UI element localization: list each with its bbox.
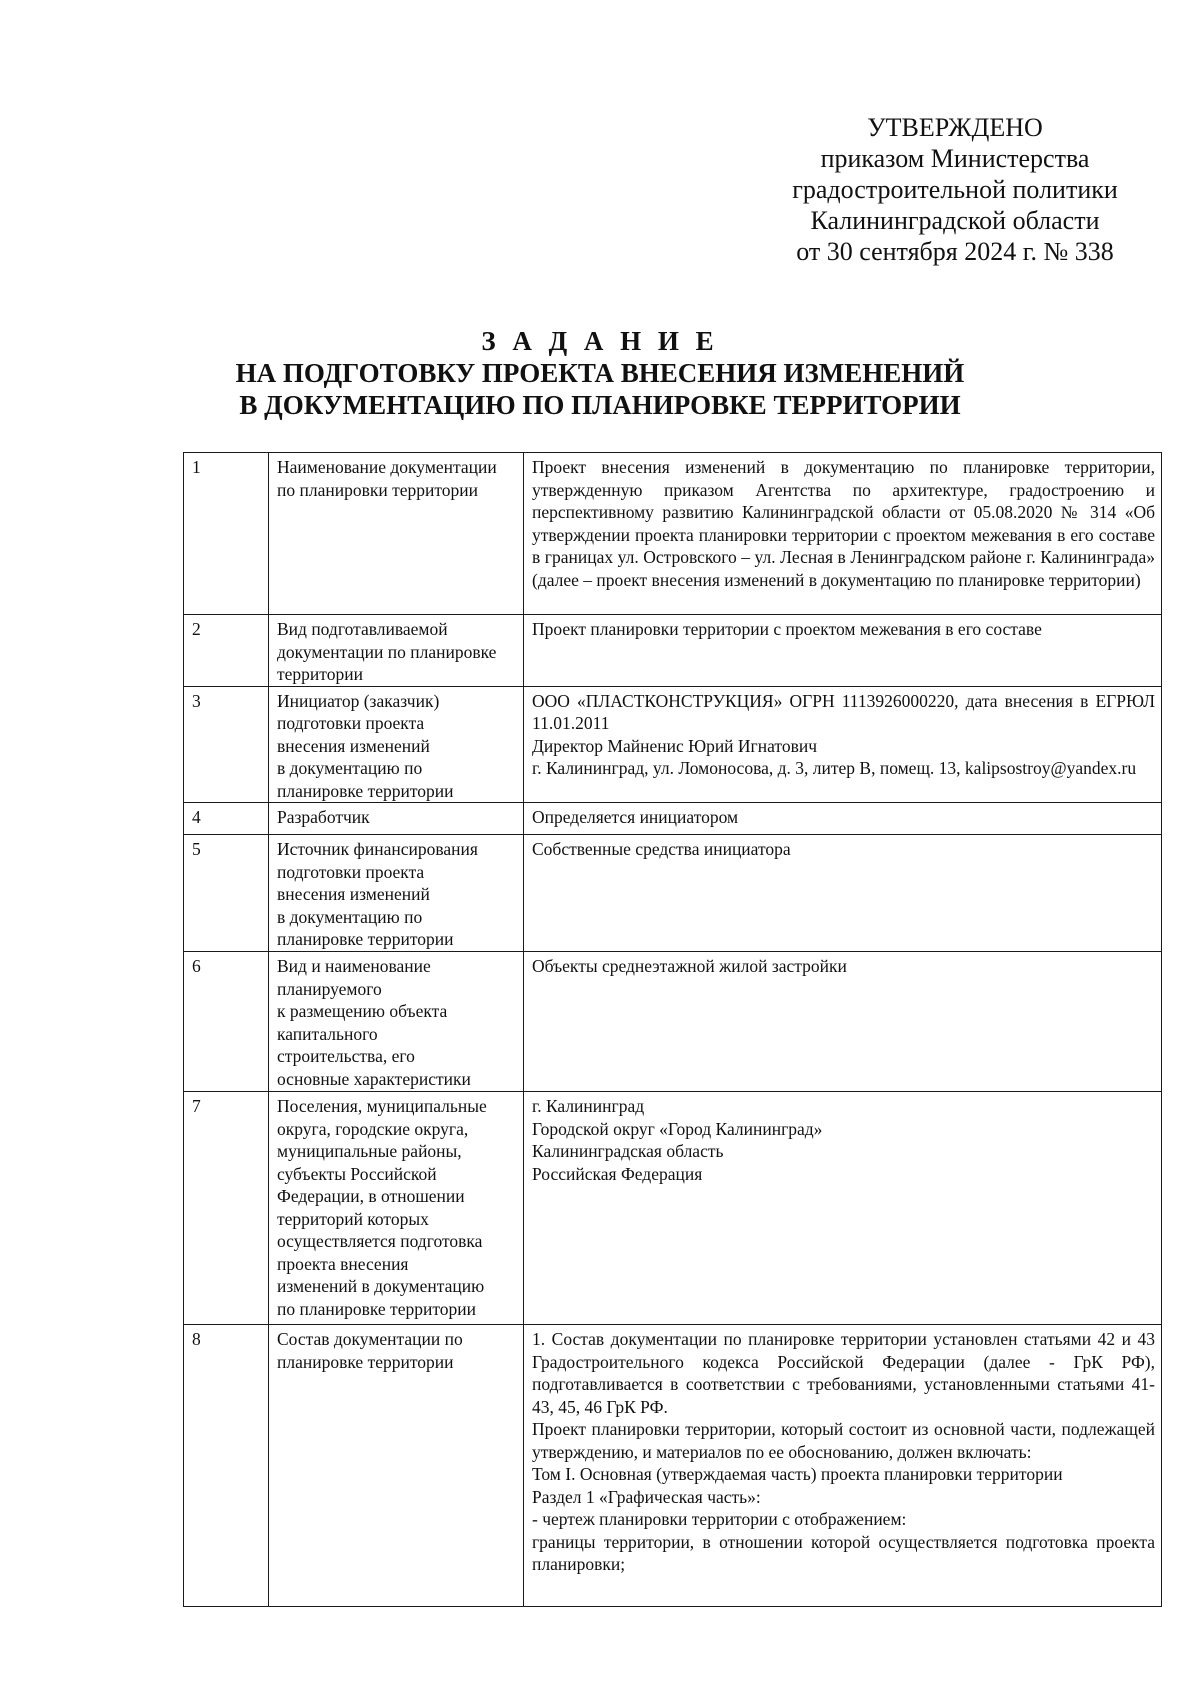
row-name-line: планируемого [277,978,382,999]
row-name-line: основные характеристики [277,1068,471,1089]
row-name-line: по планировке территории [277,1298,476,1319]
row-content: Определяется инициатором [524,803,1162,835]
row-content-line: г. Калининград, ул. Ломоносова, д. 3, литер В, помещ. 13, kalipsostroy@yandex.ru [532,758,1137,778]
row-content-line: 1. Состав документации по планировке территории установлен статьями 42 и 43 Градостроительного кодекса Российской Федерации (далее - ГрК РФ), подготавливается в соответствии с требованиями, установленными статьями 41-43, 45, 46 ГрК РФ. [532,1329,1155,1417]
row-content: Проект внесения изменений в документацию по планировке территории, утвержденную приказом Агентства по архитектуре, градостроению и перспективному развитию Калининградской области от 05.08.2020 № 314 «Об утверждении проекта планировки территории с проектом межевания в его составе в границах ул. Островского – ул. Лесная в Ленинградском районе г. Калининграда» (далее – проект внесения изменений в документацию по планировке территории) [524,453,1162,615]
approval-ministry: градостроительной политики [792,175,1118,204]
table-row [184,615,1162,687]
row-name [269,952,524,1092]
approval-order: приказом Министерства [820,144,1090,173]
row-content [524,1325,1162,1607]
row-content: Проект планировки территории с проектом межевания в его составе [524,615,1162,687]
row-name-line: Инициатор (заказчик) [277,690,440,711]
row-number: 1 [184,453,269,615]
row-name-line: капитального [277,1023,378,1044]
table-row [184,835,1162,952]
row-content-line: Городской округ «Город Калининград» [532,1118,823,1139]
row-number: 6 [184,952,269,1092]
row-name-line: осуществляется подготовка [277,1231,483,1251]
row-number: 2 [184,615,269,687]
approval-block [735,112,1175,267]
row-content-line: границы территории, в отношении которой осуществляется подготовка проекта планировки; [532,1531,1155,1574]
table-row [184,952,1162,1092]
title-task: З А Д А Н И Е [481,326,719,356]
row-name-line: к размещению объекта [277,1001,448,1021]
row-content [524,1092,1162,1325]
row-name-line: внесения изменений [277,884,430,904]
row-name: Вид подготавливаемой документации по планировке территории [269,615,524,687]
row-name-line: Поселения, муниципальные [277,1096,487,1116]
row-number: 7 [184,1092,269,1325]
table-row [184,453,1162,615]
row-name-line: планировке территории [277,929,454,949]
row-content-line: Калининградская область [532,1141,724,1161]
row-content [524,686,1162,803]
row-name-line: Федерации, в отношении [277,1186,465,1206]
row-content-line: Том I. Основная (утверждаемая часть) проекта планировки территории [532,1464,1063,1484]
row-content-line: Проект планировки территории, который состоит из основной части, подлежащей утверждению, и материалов по ее обоснованию, должен включать: [532,1419,1155,1462]
row-number: 8 [184,1325,269,1607]
table-row [184,803,1162,835]
row-number: 3 [184,686,269,803]
row-content: Собственные средства инициатора [524,835,1162,952]
table-row [184,1325,1162,1607]
row-name-line: в документацию по [277,906,423,927]
specification-table [183,452,1162,1607]
row-name-line: субъекты Российской [277,1163,437,1184]
row-name-line: проекта внесения [277,1253,409,1274]
row-name [269,686,524,803]
row-content-line: Директор Майненис Юрий Игнатович [532,735,818,756]
row-number: 4 [184,803,269,835]
row-name-line: внесения изменений [277,735,430,756]
table-row [184,686,1162,803]
row-name: Состав документации по планировке территории [269,1325,524,1607]
row-name-line: подготовки проекта [277,713,425,733]
row-name-line: подготовки проекта [277,861,425,882]
row-content: Объекты среднеэтажной жилой застройки [524,952,1162,1092]
row-content-line: - чертеж планировки территории с отображением: [532,1509,907,1529]
row-name-line: Источник финансирования [277,839,478,859]
row-name-line: территорий которых [277,1208,429,1229]
row-name-line: изменений в документацию [277,1276,485,1296]
row-name: Разработчик [269,803,524,835]
title-line-3: В ДОКУМЕНТАЦИЮ ПО ПЛАНИРОВКЕ ТЕРРИТОРИИ [239,390,961,420]
document-title [0,325,1200,421]
row-content-line: г. Калининград [532,1096,645,1116]
row-name [269,1092,524,1325]
row-name-line: Вид и наименование [277,956,431,976]
row-name-line: округа, городские округа, [277,1118,469,1139]
row-name [269,835,524,952]
row-name-line: строительства, его [277,1046,415,1066]
row-number: 5 [184,835,269,952]
row-name: Наименование документации по планировки территории [269,453,524,615]
approval-date: от 30 сентября 2024 г. № 338 [796,237,1114,266]
approval-heading: УТВЕРЖДЕНО [867,113,1043,142]
row-content-line: Раздел 1 «Графическая часть»: [532,1486,761,1507]
title-line-2: НА ПОДГОТОВКУ ПРОЕКТА ВНЕСЕНИЯ ИЗМЕНЕНИЙ [235,358,965,388]
row-name-line: в документацию по [277,758,423,778]
row-content-line: ООО «ПЛАСТКОНСТРУКЦИЯ» ОГРН 1113926000220, дата внесения в ЕГРЮЛ 11.01.2011 [532,690,1155,733]
row-name-line: планировке территории [277,780,454,801]
row-content-line: Российская Федерация [532,1163,703,1184]
table-row [184,1092,1162,1325]
row-name-line: муниципальные районы, [277,1141,462,1161]
approval-region: Калининградской области [810,206,1100,235]
